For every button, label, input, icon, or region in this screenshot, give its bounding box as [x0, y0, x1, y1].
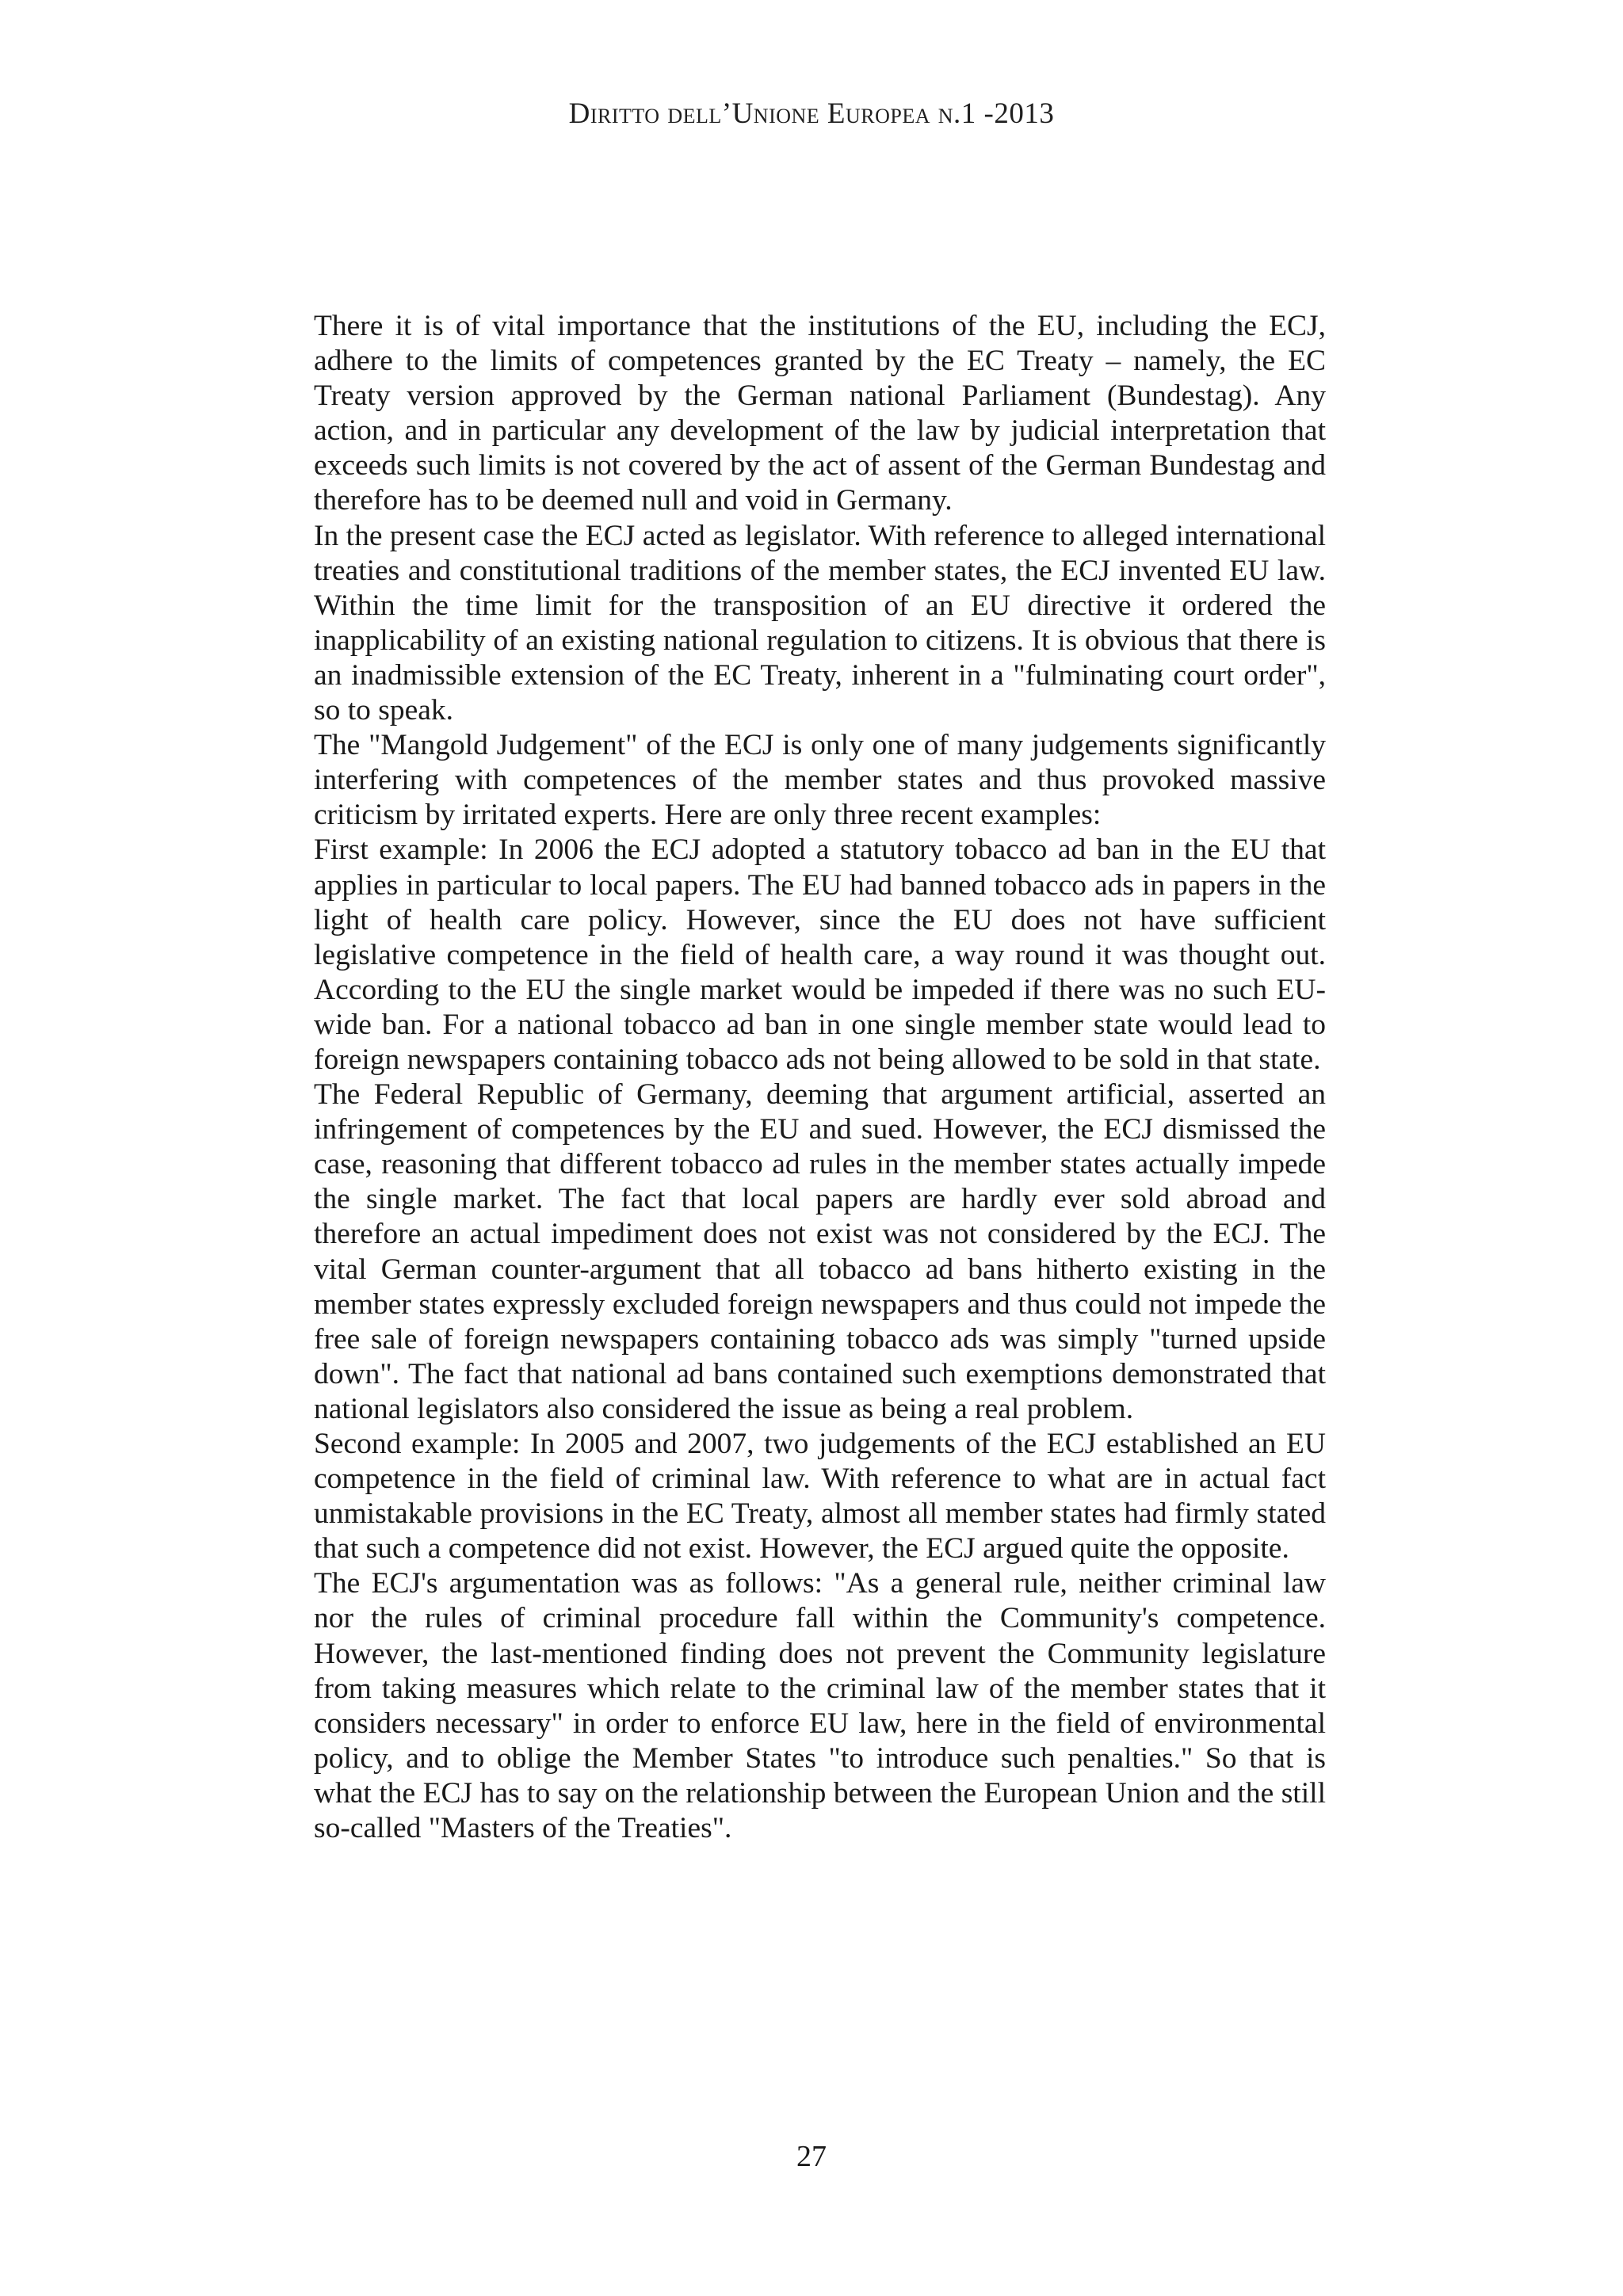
paragraph-mangold-judgement: The "Mangold Judgement" of the ECJ is only one of many judgements significantly interfering with competences of the member states and thus provoked massive criticism by irritated experts. Here are only three recent examples:: [314, 729, 1326, 832]
paragraph-first-example: First example: In 2006 the ECJ adopted a statutory tobacco ad ban in the EU that applies in particular to local papers. The EU had banned tobacco ads in papers in the light of health care policy. However, since the EU does not have sufficient legislative competence in the field of health care, a way round it was thought out. According to the EU the single market would be impeded if there was no such EU-wide ban. For a national tobacco ad ban in one single member state would lead to foreign newspapers containing tobacco ads not being allowed to be sold in that state.: [314, 833, 1326, 1076]
paragraph-second-example: Second example: In 2005 and 2007, two judgements of the ECJ established an EU competence in the field of criminal law. With reference to what are in actual fact unmistakable provisions in the EC Treaty, almost all member states had firmly stated that such a competence did not exist. However, the ECJ argued quite the opposite.: [314, 1428, 1326, 1566]
paragraph-ecj-legislator: In the present case the ECJ acted as legislator. With reference to alleged international treaties and constitutional traditions of the member states, the ECJ invented EU law. Within the time limit for the transposition of an EU directive it ordered the inapplicability of an existing national regulation to citizens. It is obvious that there is an inadmissible extension of the EC Treaty, inherent in a "fulminating court order", so to speak.: [314, 519, 1326, 727]
paragraph-vital-importance: There it is of vital importance that the institutions of the EU, including the ECJ, adhere to the limits of competences granted by the EC Treaty – namely, the EC Treaty version approved by the German national Parliament (Bundestag). Any action, and in particular any development of the law by judicial interpretation that exceeds such limits is not covered by the act of assent of the German Bundestag and therefore has to be deemed null and void in Germany.: [314, 310, 1326, 517]
body-text: [314, 309, 1326, 1846]
page-number: 27: [796, 2140, 827, 2173]
paragraph-ecj-argumentation: The ECJ's argumentation was as follows: "As a general rule, neither criminal law nor the rules of criminal procedure fall within the Community's competence. However, the last-mentioned finding does not prevent the Community legislature from taking measures which relate to the criminal law of the member states that it considers necessary" in order to enforce EU law, here in the field of environmental policy, and to oblige the Member States "to introduce such penalties." So that is what the ECJ has to say on the relationship between the European Union and the still so-called "Masters of the Treaties".: [314, 1567, 1326, 1845]
running-head: Diritto dell’Unione Europea n.1 -2013: [568, 97, 1055, 130]
paragraph-federal-republic: The Federal Republic of Germany, deeming that argument artificial, asserted an infringement of competences by the EU and sued. However, the ECJ dismissed the case, reasoning that different tobacco ad rules in the member states actually impede the single market. The fact that local papers are hardly ever sold abroad and therefore an actual impediment does not exist was not considered by the ECJ. The vital German counter-argument that all tobacco ad bans hitherto existing in the member states expressly excluded foreign newspapers and thus could not impede the free sale of foreign newspapers containing tobacco ads was simply "turned upside down". The fact that national ad bans contained such exemptions demonstrated that national legislators also considered the issue as being a real problem.: [314, 1078, 1326, 1425]
